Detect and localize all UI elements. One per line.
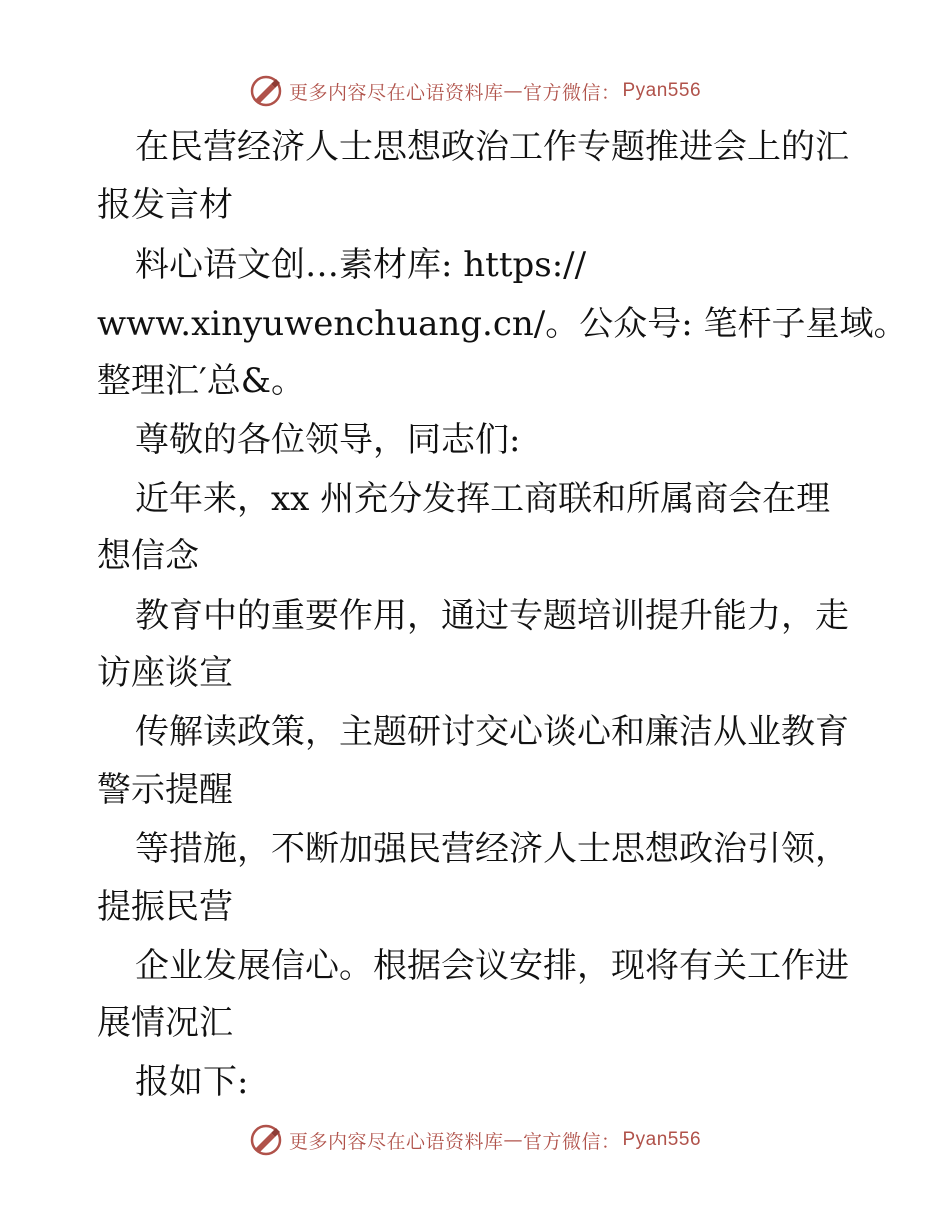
doc-line: 传解读政策，主题研讨交心谈心和廉洁从业教育 [135,712,849,752]
doc-line: 教育中的重要作用，通过专题培训提升能力，走 [135,596,849,636]
doc-line: 报如下: [135,1062,249,1102]
banner-text: 更多内容尽在心语资料库 [288,1130,504,1153]
doc-line: 报发言材 [97,185,233,225]
footer-banner [0,1120,950,1160]
doc-line: 想信念 [97,536,199,576]
header-banner [0,71,950,111]
doc-line: 展情况汇 [97,1003,233,1043]
pen-logo-icon [249,1123,283,1157]
doc-line: 等措施，不断加强民营经济人士思想政治引领， [135,829,849,869]
doc-line: 企业发展信心。根据会议安排，现将有关工作进 [135,946,849,986]
doc-line: 料心语文创…素材库: https:// [135,245,587,285]
banner-text: 更多内容尽在心语资料库 [288,81,504,104]
doc-line: 警示提醒 [97,770,233,810]
doc-line: 整理汇′总&。 [97,361,305,401]
doc-line: 提振民营 [97,887,233,927]
banner-account: 官方微信： [522,1130,621,1153]
doc-line: 尊敬的各位领导，同志们: [135,420,521,460]
doc-line: www.xinyuwenchuang.cn/。公众号: 笔杆子星域。 [97,304,908,344]
doc-line: 在民营经济人士思想政治工作专题推进会上的汇 [135,127,849,167]
banner-separator: — [503,1129,523,1151]
banner-separator: — [503,80,523,102]
doc-line: 近年来，xx 州充分发挥工商联和所属商会在理 [135,479,831,519]
banner-wechat-id: Pyan556 [622,1129,702,1150]
pen-logo-icon [249,74,283,108]
banner-wechat-id: Pyan556 [622,80,702,101]
doc-line: 访座谈宣 [97,653,233,693]
banner-account: 官方微信： [522,81,621,104]
